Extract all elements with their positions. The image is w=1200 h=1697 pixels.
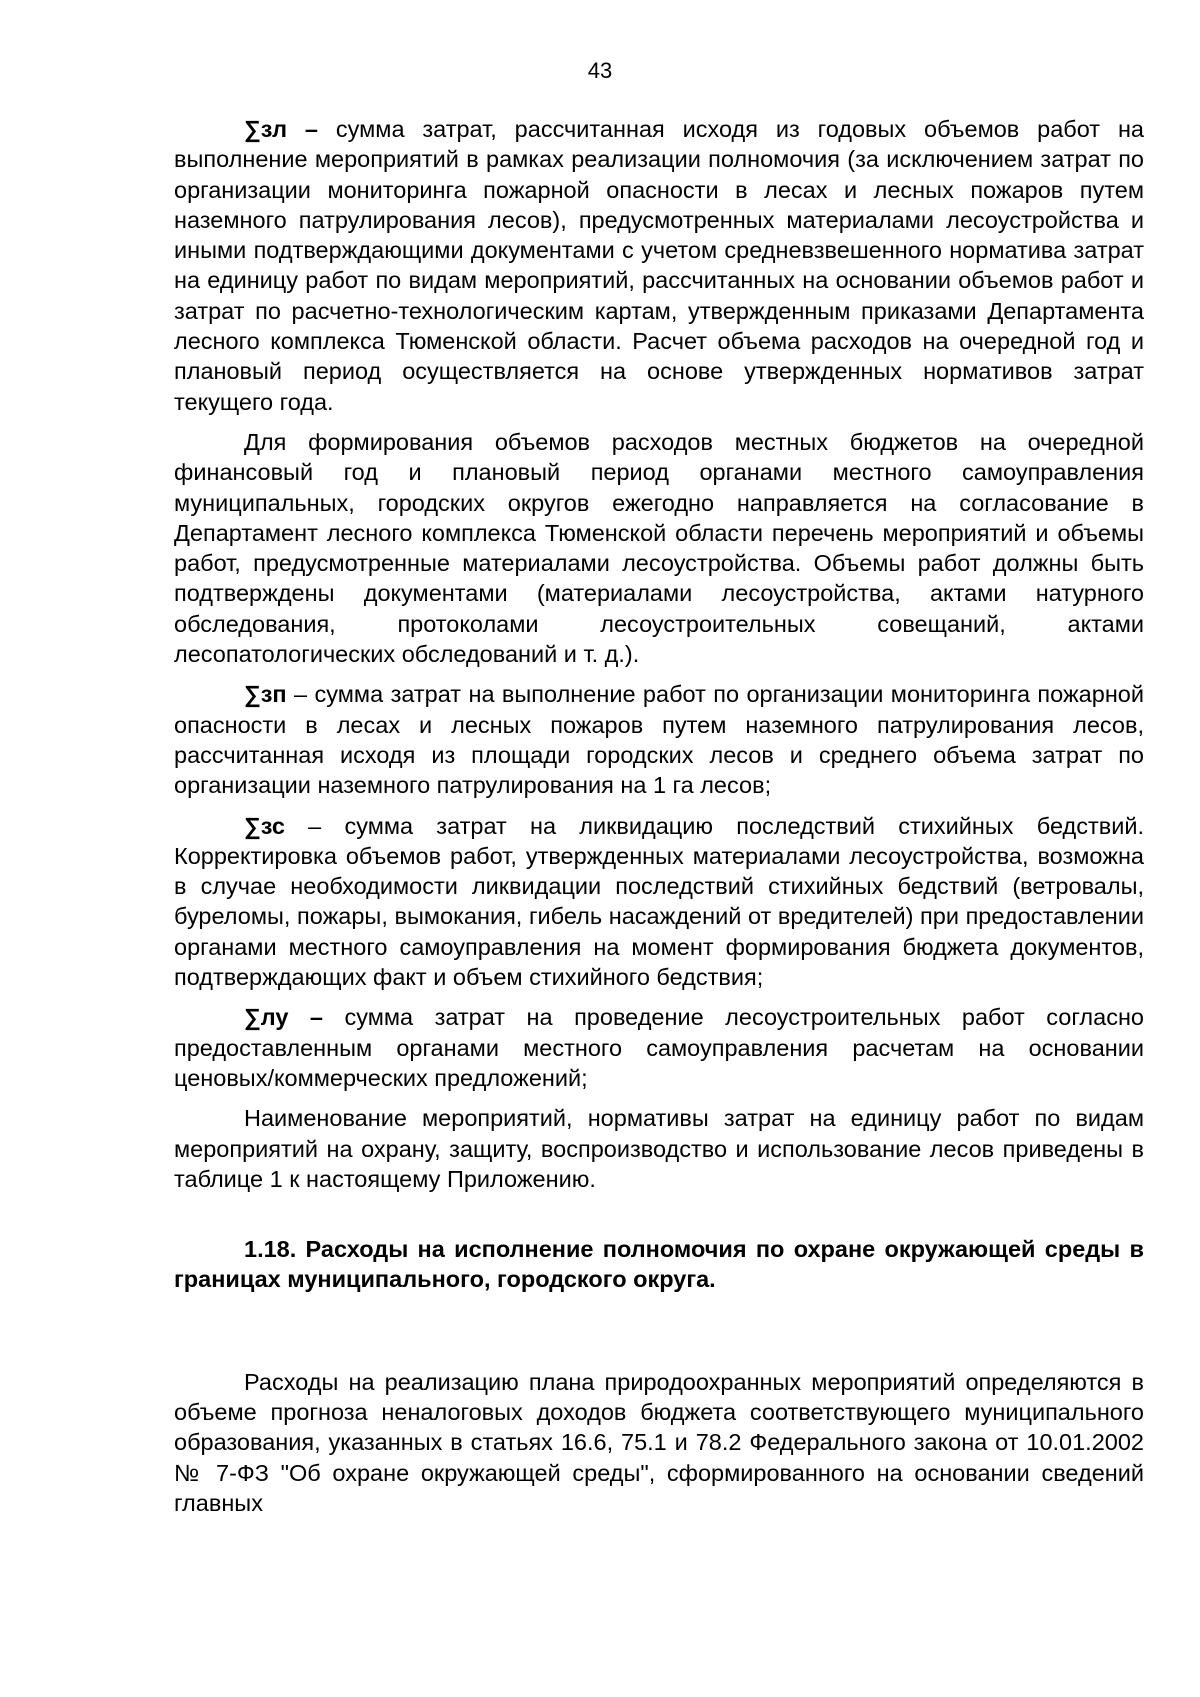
paragraph-text: сумма затрат, рассчитанная исходя из годовых объемов работ на выполнение мероприятий в рамках реализации полномочия (за исключением затрат по организации мониторинга пожарной опасности в лесах и лесных пожаров путем наземного патрулирования лесов), предусмотренных материалами лесоустройства и иными подтверждающими документами с учетом средневзвешенного норматива затрат на единицу работ по видам мероприятий, рассчитанных на основании объемов работ и затрат по расчетно-технологическим картам, утвержденным приказами Департамента лесного комплекса Тюменской области. Расчет объема расходов на очередной год и плановый период осуществляется на основе утвержденных нормативов затрат текущего года. — [174, 116, 1145, 415]
page-number: 43 — [587, 58, 613, 83]
paragraph-text: – сумма затрат на ликвидацию последствий стихийных бедствий. Корректировка объемов работ, утвержденных материалами лесоустройства, возможна в случае необходимости ликвидации последствий стихийных бедствий (ветровалы, буреломы, пожары, вымокания, гибель насаждений от вредителей) при предоставлении органами местного самоуправления на момент формирования бюджета документов, подтверждающих факт и объем стихийного бедствия; — [174, 812, 1144, 991]
paragraph-szl-definition — [174, 114, 1144, 417]
document-body — [174, 114, 1144, 1528]
term-szp: ∑зп — [244, 681, 287, 708]
term-slu: ∑лу – — [244, 1004, 323, 1031]
paragraph-szs-definition — [174, 811, 1144, 993]
paragraph-szp-definition — [174, 679, 1144, 800]
paragraph-budget-formation: Для формирования объемов расходов местных бюджетов на очередной финансовый год и плановый период органами местного самоуправления муниципальных, городских округов ежегодно направляется на согласование в Департамент лесного комплекса Тюменской области перечень мероприятий и объемы работ, предусмотренные материалами лесоустройства. Объемы работ должны быть подтверждены документами (материалами лесоустройства, актами натурного обследования, протоколами лесоустроительных совещаний, актами лесопатологических обследований и т. д.). — [174, 428, 1144, 668]
section-heading: 1.18. Расходы на исполнение полномочия по охране окружающей среды в границах муниципального, городского округа. — [174, 1236, 1144, 1293]
paragraph-environment-expenses: Расходы на реализацию плана природоохранных мероприятий определяются в объеме прогноза неналоговых доходов бюджета соответствующего муниципального образования, указанных в статьях 16.6, 75.1 и 78.2 Федерального закона от 10.01.2002 № 7-ФЗ "Об охране окружающей среды", сформированного на основании сведений главных — [174, 1368, 1144, 1516]
paragraph-table-reference: Наименование мероприятий, нормативы затрат на единицу работ по видам мероприятий на охрану, защиту, воспроизводство и использование лесов приведены в таблице 1 к настоящему Приложению. — [174, 1105, 1144, 1192]
paragraph-text: сумма затрат на проведение лесоустроительных работ согласно предоставленным органами местного самоуправления расчетам на основании ценовых/коммерческих предложений; — [174, 1004, 1144, 1091]
term-szs: ∑зс — [244, 812, 285, 839]
paragraph-slu-definition — [174, 1002, 1144, 1093]
term-szl: ∑зл – — [244, 116, 319, 142]
paragraph-text: – сумма затрат на выполнение работ по организации мониторинга пожарной опасности в лесах и лесных пожаров путем наземного патрулирования лесов, рассчитанная исходя из площади городских лесов и среднего объема затрат по организации наземного патрулирования на 1 га лесов; — [174, 681, 1144, 799]
